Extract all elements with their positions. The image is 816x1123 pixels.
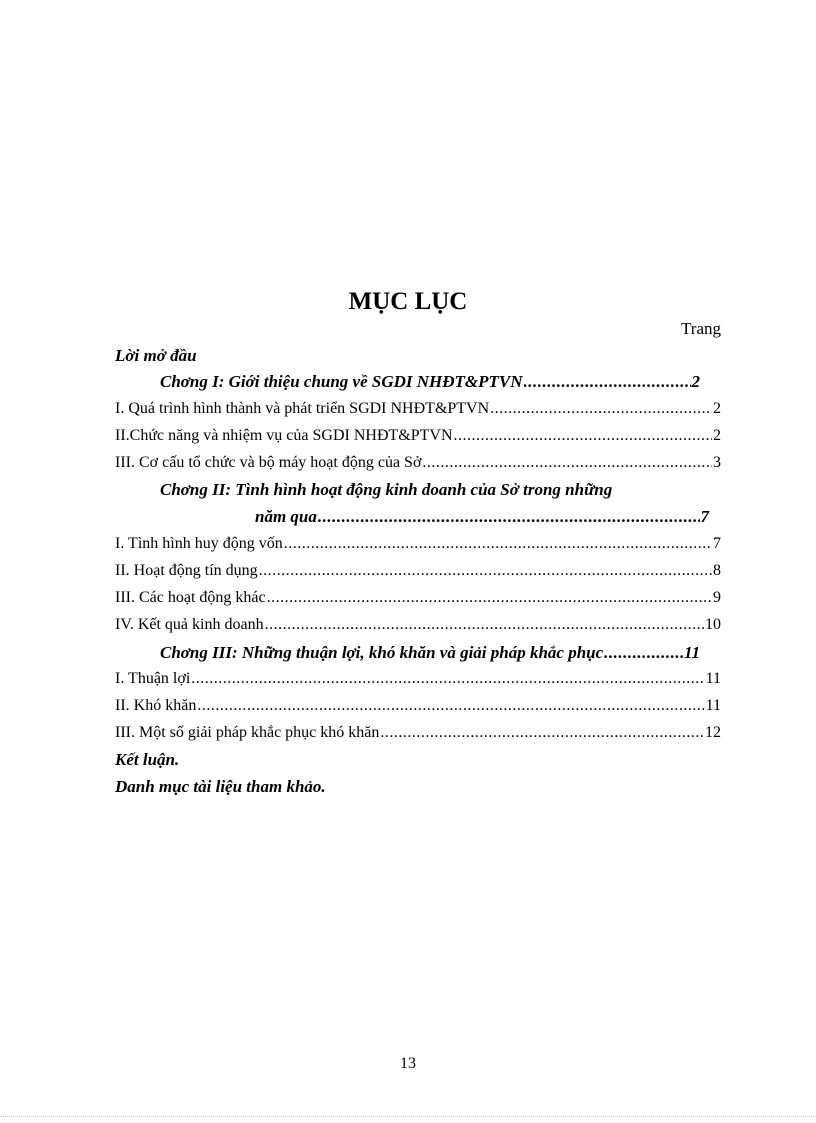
toc-entry-page: 2 [691,372,700,391]
toc-entry-page: 11 [683,643,700,662]
toc-entry-page: 2 [713,427,721,444]
toc-entry-text: III. Một số giải pháp khắc phục khó khăn [115,724,380,741]
dot-leader [191,666,704,692]
toc-entry-text: I. Tình hình huy động vốn [115,535,283,552]
toc-entry-text: Kết luận. [115,750,180,769]
dot-leader [524,369,691,395]
page-number: 13 [400,1055,416,1072]
toc-entry-page: 11 [705,697,721,714]
toc-entry-text: II.Chức năng và nhiệm vụ của SGDI NHĐT&PTVN [115,427,453,444]
toc-entry-3-3 [115,720,721,746]
toc-entry-text: Chơng I: Giới thiệu chung về SGDI NHĐT&PTVN [160,372,523,391]
toc-entry-conclusion [115,747,721,773]
toc-entry-page: 7 [700,507,709,526]
toc-entry-3-2 [115,693,721,719]
dot-leader [454,423,713,449]
dot-leader [380,720,704,746]
toc-entry-text: III. Các hoạt động khác [115,589,266,606]
dot-leader [318,504,700,530]
page-bottom-divider [0,1116,816,1117]
toc-entry-page: 9 [713,589,721,606]
dot-leader [490,396,712,422]
toc-entry-text: I. Quá trình hình thành và phát triển SGDI NHĐT&PTVN [115,400,490,417]
toc-entry-text: Lời mở đầu [115,346,197,365]
toc-entry-page: 11 [705,670,721,687]
toc-entry-text: Chơng III: Những thuận lợi, khó khăn và giải pháp khắc phục [160,643,604,662]
toc-entry-page: 3 [713,454,721,471]
toc-entry-text: IV. Kết quả kinh doanh [115,616,264,633]
toc-entry-2-4 [115,612,721,638]
toc-entry-3-1 [115,666,721,692]
toc-entry-text: III. Cơ cấu tổ chức và bộ máy hoạt động của Sở [115,454,422,471]
dot-leader [422,450,712,476]
toc-entry-text: Chơng II: Tình hình hoạt động kinh doanh của Sở trong những [160,480,613,499]
toc-chapter-2-line-1 [160,477,700,503]
toc-entry-page: 10 [705,616,721,633]
toc-entry-page: 12 [705,724,721,741]
toc-entry-text: Danh mục tài liệu tham khảo. [115,777,326,796]
toc-entry-page: 7 [713,535,721,552]
toc-entry-1-1 [115,396,721,422]
toc-entry-preface [115,343,721,369]
toc-chapter-1 [160,369,700,395]
toc-entry-text: I. Thuận lợi [115,670,191,687]
toc-entry-text: II. Khó khăn [115,697,197,714]
dot-leader [259,558,712,584]
toc-entry-2-3 [115,585,721,611]
dot-leader [265,612,704,638]
toc-chapter-3 [160,640,700,666]
dot-leader [604,640,683,666]
toc-chapter-2-line-2 [255,504,709,530]
toc-entry-2-2 [115,558,721,584]
dot-leader [197,693,704,719]
toc-entry-text: năm qua [255,507,317,526]
toc-entry-1-2 [115,423,721,449]
toc-entry-1-3 [115,450,721,476]
dot-leader [267,585,712,611]
toc-entry-2-1 [115,531,721,557]
toc-entry-text: II. Hoạt động tín dụng [115,562,258,579]
page-column-label: Trang [681,319,721,338]
toc-entry-references [115,774,721,800]
dot-leader [284,531,712,557]
toc-entry-page: 8 [713,562,721,579]
toc-title: MỤC LỤC [348,288,468,315]
toc-entry-page: 2 [713,400,721,417]
